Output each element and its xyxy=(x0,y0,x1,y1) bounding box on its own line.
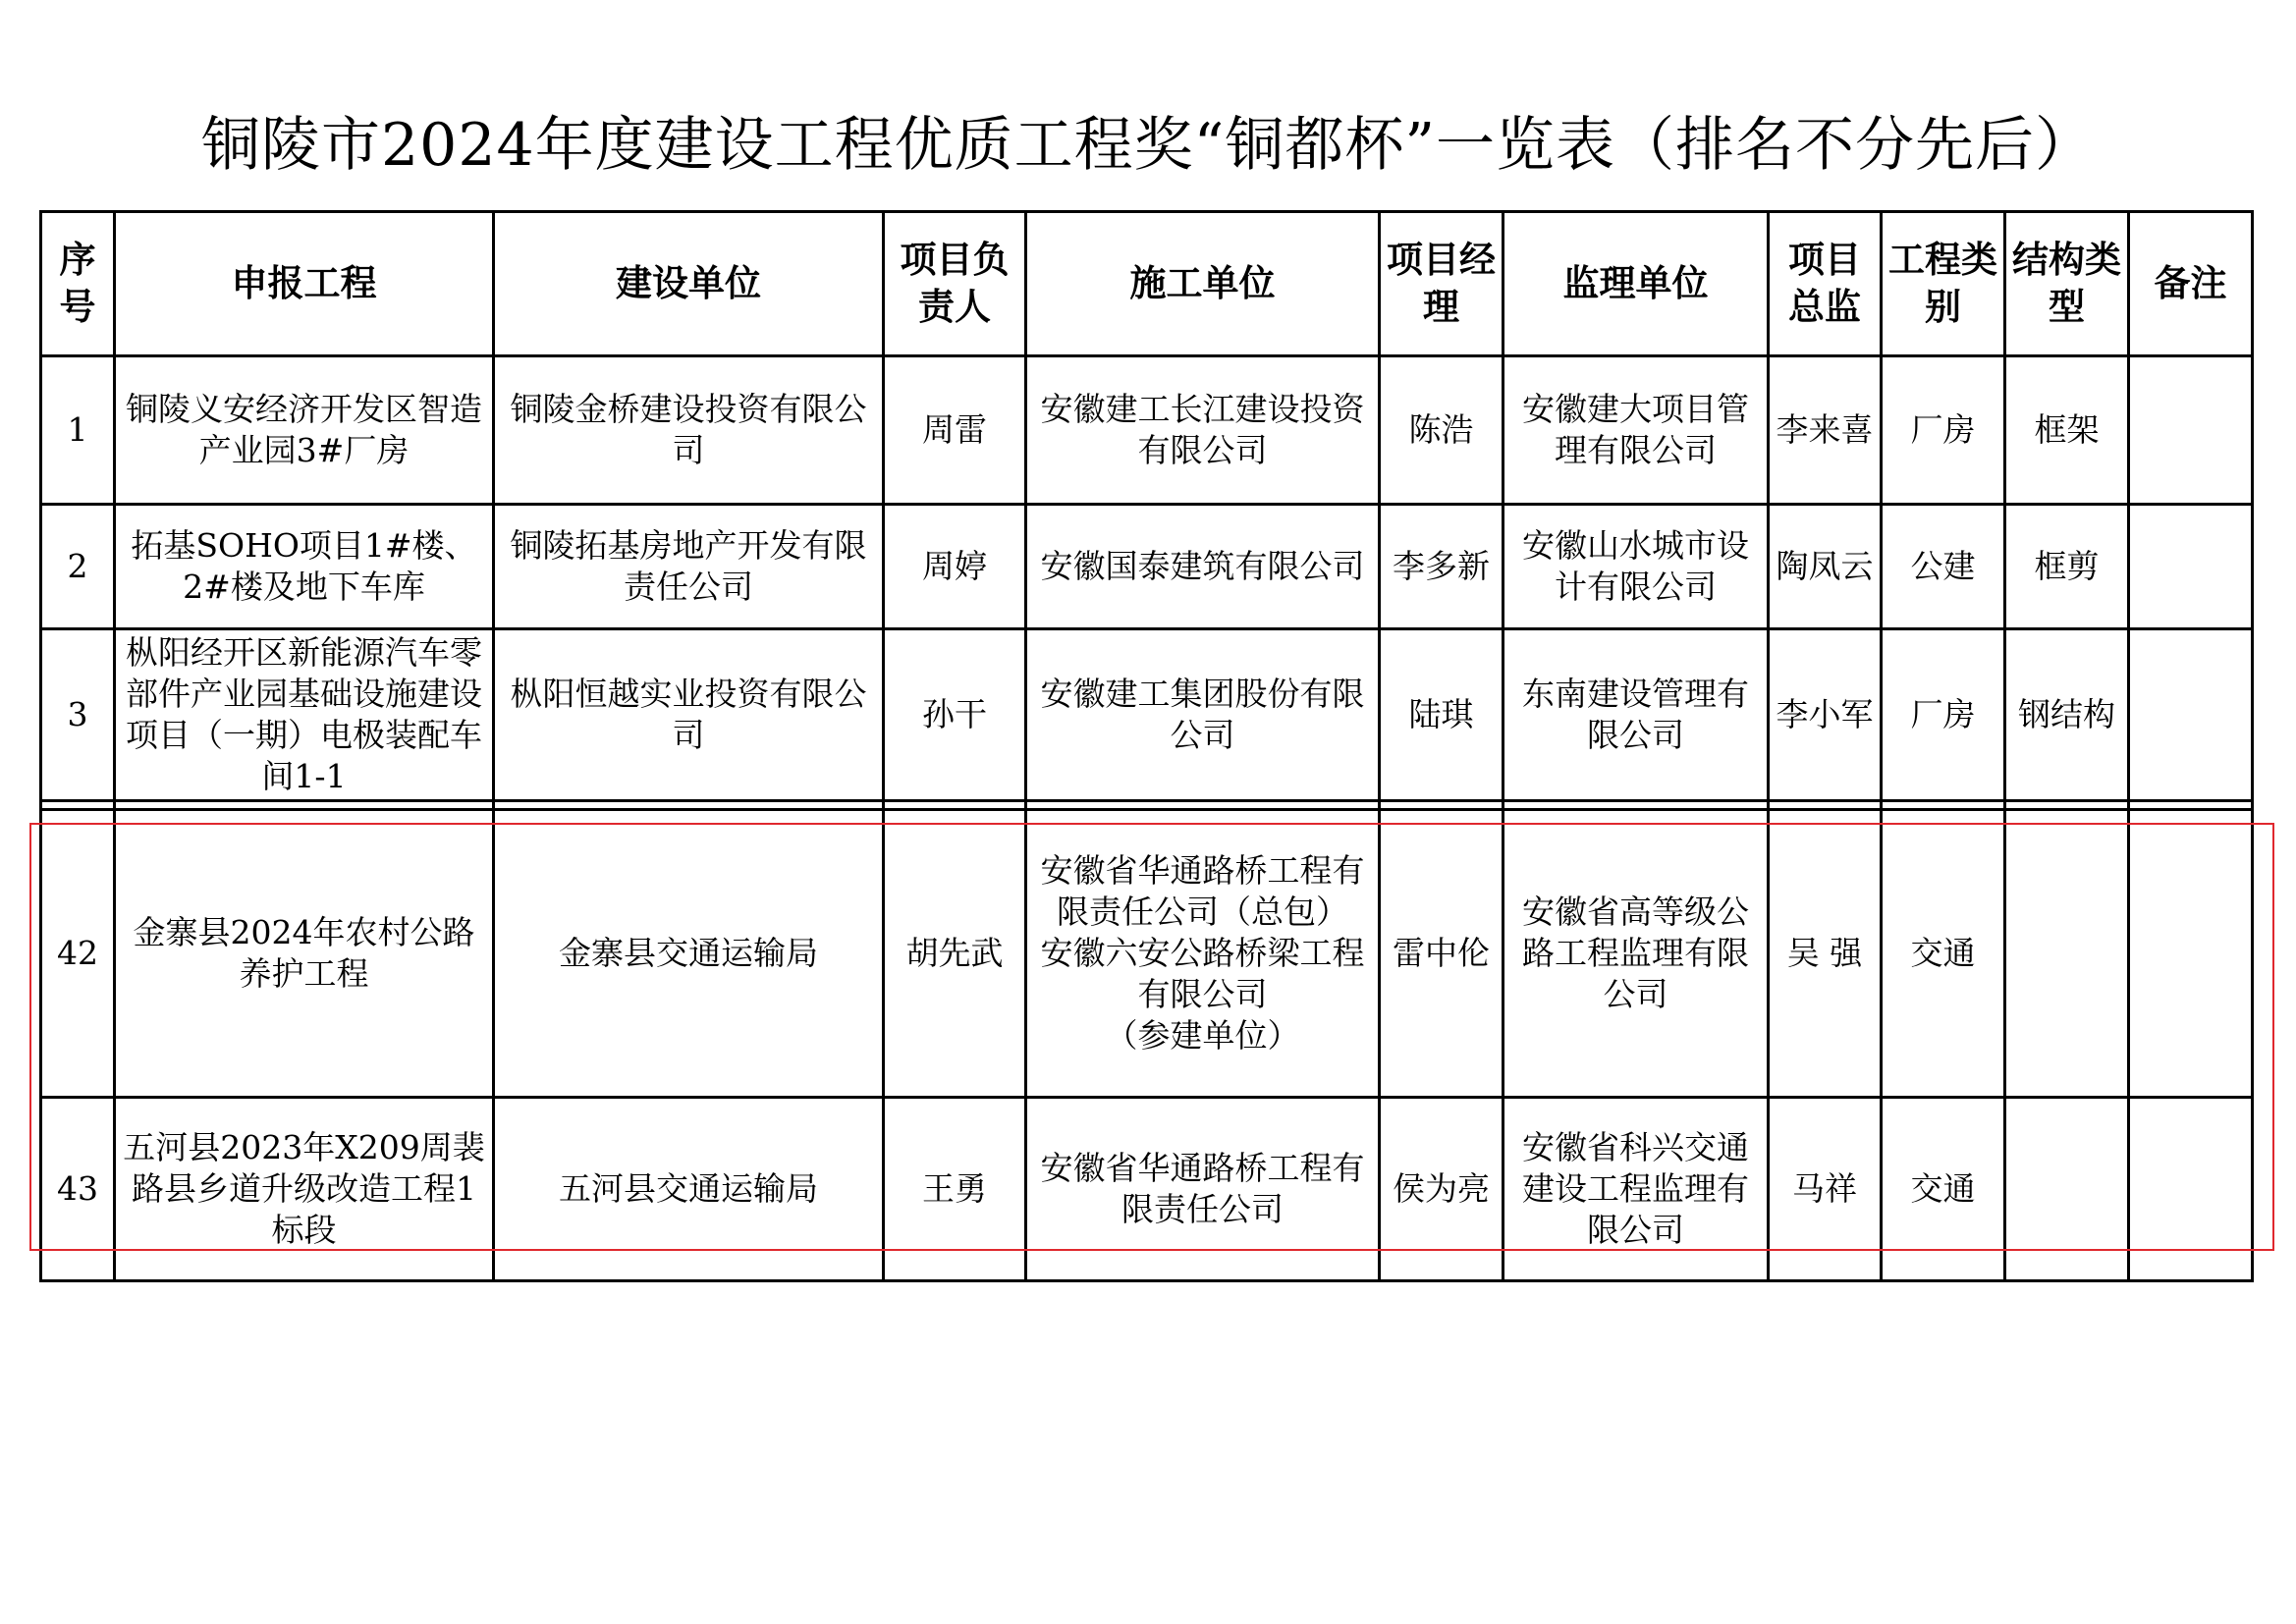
cell-project: 拓基SOHO项目1#楼、2#楼及地下车库 xyxy=(115,505,494,629)
header-project: 申报工程 xyxy=(115,212,494,356)
cell-chief: 吴 强 xyxy=(1769,810,1882,1098)
cell-project: 金寨县2024年农村公路养护工程 xyxy=(115,810,494,1098)
cell-category: 交通 xyxy=(1882,810,2005,1098)
header-manager: 项目经理 xyxy=(1380,212,1503,356)
cell-no: 1 xyxy=(41,356,115,505)
cell-manager: 陈浩 xyxy=(1380,356,1503,505)
cell-supervisor: 安徽省高等级公路工程监理有限公司 xyxy=(1503,810,1769,1098)
cell-leader: 王勇 xyxy=(884,1098,1026,1281)
cell-project: 五河县2023年X209周裴路县乡道升级改造工程1标段 xyxy=(115,1098,494,1281)
cell-chief: 李小军 xyxy=(1769,629,1882,801)
header-structure: 结构类型 xyxy=(2005,212,2129,356)
header-chief: 项目总监 xyxy=(1769,212,1882,356)
header-supervisor: 监理单位 xyxy=(1503,212,1769,356)
cell-no: 42 xyxy=(41,810,115,1098)
cell-leader: 胡先武 xyxy=(884,810,1026,1098)
cell-chief: 陶凤云 xyxy=(1769,505,1882,629)
cell-supervisor: 安徽山水城市设计有限公司 xyxy=(1503,505,1769,629)
cell-project: 枞阳经开区新能源汽车零部件产业园基础设施建设项目（一期）电极装配车间1-1 xyxy=(115,629,494,801)
cell-manager: 侯为亮 xyxy=(1380,1098,1503,1281)
cell-no: 2 xyxy=(41,505,115,629)
header-remark: 备注 xyxy=(2129,212,2253,356)
cell-no: 43 xyxy=(41,1098,115,1281)
cell-manager: 雷中伦 xyxy=(1380,810,1503,1098)
cell-remark xyxy=(2129,505,2253,629)
header-constructor: 施工单位 xyxy=(1026,212,1380,356)
cell-leader: 孙干 xyxy=(884,629,1026,801)
highlight-box xyxy=(29,823,2274,1251)
table-row xyxy=(41,505,2253,629)
page-title: 铜陵市2024年度建设工程优质工程奖“铜都杯”一览表（排名不分先后） xyxy=(200,111,2096,180)
header-row xyxy=(41,212,2253,356)
table-row xyxy=(41,356,2253,505)
cell-chief: 李来喜 xyxy=(1769,356,1882,505)
cell-builder: 枞阳恒越实业投资有限公司 xyxy=(494,629,884,801)
cell-category: 厂房 xyxy=(1882,629,2005,801)
constructor-line-2: 安徽六安公路桥梁工程有限公司 xyxy=(1040,934,1365,1013)
cell-builder: 五河县交通运输局 xyxy=(494,1098,884,1281)
cell-category: 公建 xyxy=(1882,505,2005,629)
constructor-line-3: （参建单位） xyxy=(1105,1016,1300,1055)
cell-constructor: 安徽建工集团股份有限公司 xyxy=(1026,629,1380,801)
cell-no: 3 xyxy=(41,629,115,801)
constructor-line-1: 安徽省华通路桥工程有限责任公司（总包） xyxy=(1040,851,1365,931)
cell-remark xyxy=(2129,629,2253,801)
header-category: 工程类别 xyxy=(1882,212,2005,356)
cell-remark xyxy=(2129,356,2253,505)
cell-constructor: 安徽建工长江建设投资有限公司 xyxy=(1026,356,1380,505)
cell-constructor: 安徽国泰建筑有限公司 xyxy=(1026,505,1380,629)
cell-builder: 铜陵拓基房地产开发有限责任公司 xyxy=(494,505,884,629)
cell-structure: 钢结构 xyxy=(2005,629,2129,801)
header-builder: 建设单位 xyxy=(494,212,884,356)
cell-supervisor: 安徽省科兴交通建设工程监理有限公司 xyxy=(1503,1098,1769,1281)
cell-leader: 周婷 xyxy=(884,505,1026,629)
cell-chief: 马祥 xyxy=(1769,1098,1882,1281)
cell-category: 厂房 xyxy=(1882,356,2005,505)
cell-supervisor: 东南建设管理有限公司 xyxy=(1503,629,1769,801)
cell-project: 铜陵义安经济开发区智造产业园3#厂房 xyxy=(115,356,494,505)
table-gap-row xyxy=(41,801,2253,810)
cell-supervisor: 安徽建大项目管理有限公司 xyxy=(1503,356,1769,505)
table-row xyxy=(41,629,2253,801)
header-leader: 项目负责人 xyxy=(884,212,1026,356)
cell-category: 交通 xyxy=(1882,1098,2005,1281)
cell-leader: 周雷 xyxy=(884,356,1026,505)
cell-structure: 框剪 xyxy=(2005,505,2129,629)
cell-structure: 框架 xyxy=(2005,356,2129,505)
cell-builder: 金寨县交通运输局 xyxy=(494,810,884,1098)
cell-constructor: 安徽省华通路桥工程有限责任公司 xyxy=(1026,1098,1380,1281)
cell-manager: 陆琪 xyxy=(1380,629,1503,801)
cell-manager: 李多新 xyxy=(1380,505,1503,629)
header-no: 序号 xyxy=(41,212,115,356)
cell-builder: 铜陵金桥建设投资有限公司 xyxy=(494,356,884,505)
